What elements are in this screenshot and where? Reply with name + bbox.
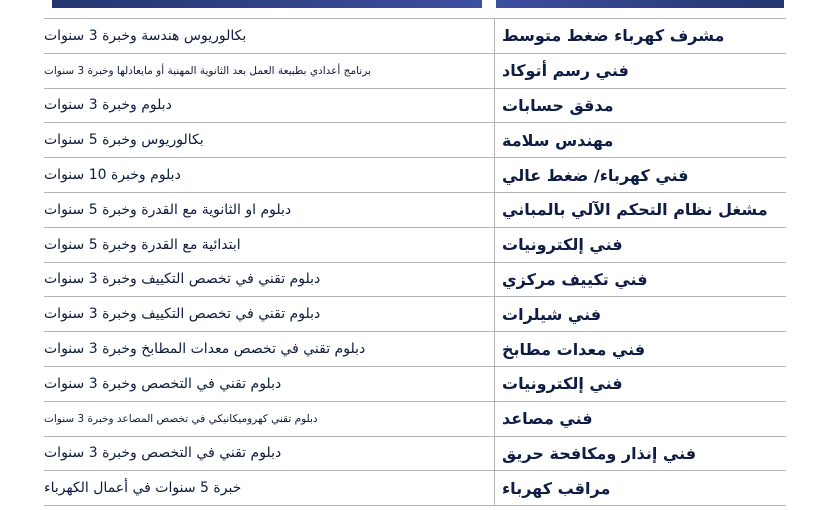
column-divider <box>494 471 495 505</box>
table-row <box>44 89 786 124</box>
job-title-cell: مدقق حسابات <box>502 95 614 115</box>
job-title-cell: فني إلكترونيات <box>502 374 623 394</box>
table-row <box>44 367 786 402</box>
job-title-cell: فني تكييف مركزي <box>502 269 648 289</box>
requirement-cell: دبلوم تقني في التخصص وخبرة 3 سنوات <box>44 445 282 462</box>
requirement-cell: دبلوم وخبرة 3 سنوات <box>44 97 172 114</box>
job-title-cell: فني معدات مطابخ <box>502 339 646 359</box>
column-divider <box>494 123 495 157</box>
table-row <box>44 471 786 506</box>
job-title-cell: مهندس سلامة <box>502 130 614 150</box>
table-row <box>44 158 786 193</box>
table-row <box>44 263 786 298</box>
job-title-cell: مشرف كهرباء ضغط متوسط <box>502 26 725 46</box>
header-bar-left <box>52 0 482 8</box>
column-divider <box>494 193 495 227</box>
requirement-cell: دبلوم تقني كهروميكانيكي في تخصص المصاعد وخبرة 3 سنوات <box>44 412 318 425</box>
table-row <box>44 123 786 158</box>
job-title-cell: فني إلكترونيات <box>502 235 623 255</box>
column-divider <box>494 437 495 471</box>
column-divider <box>494 19 495 53</box>
requirement-cell: دبلوم تقني في تخصص التكييف وخبرة 3 سنوات <box>44 271 321 288</box>
jobs-table <box>44 18 786 506</box>
table-row <box>44 297 786 332</box>
table-row <box>44 193 786 228</box>
job-title-cell: فني شيلرات <box>502 304 602 324</box>
requirement-cell: دبلوم وخبرة 10 سنوات <box>44 167 181 184</box>
job-title-cell: فني مصاعد <box>502 409 593 429</box>
column-divider <box>494 402 495 436</box>
requirement-cell: برنامج أعدادي بطبيعة العمل بعد الثانوية المهنية أو مايعادلها وخبرة 3 سنوات <box>44 64 371 77</box>
column-divider <box>494 297 495 331</box>
job-title-cell: فني إنذار ومكافحة حريق <box>502 443 697 463</box>
header-bar-right <box>496 0 784 8</box>
job-title-cell: فني رسم أتوكاد <box>502 61 629 81</box>
requirement-cell: دبلوم او الثانوية مع القدرة وخبرة 5 سنوات <box>44 201 292 218</box>
column-divider <box>494 158 495 192</box>
requirement-cell: دبلوم تقني في تخصص التكييف وخبرة 3 سنوات <box>44 306 321 323</box>
table-row <box>44 332 786 367</box>
column-divider <box>494 332 495 366</box>
table-row <box>44 228 786 263</box>
requirement-cell: خبرة 5 سنوات في أعمال الكهرباء <box>44 480 242 497</box>
requirement-cell: ابتدائية مع القدرة وخبرة 5 سنوات <box>44 236 241 253</box>
column-divider <box>494 89 495 123</box>
table-row <box>44 19 786 54</box>
column-divider <box>494 54 495 88</box>
table-row <box>44 54 786 89</box>
job-title-cell: مراقب كهرباء <box>502 478 611 498</box>
requirement-cell: بكالوريوس هندسة وخبرة 3 سنوات <box>44 27 247 44</box>
requirement-cell: دبلوم تقني في تخصص معدات المطابخ وخبرة 3 سنوات <box>44 341 366 358</box>
job-title-cell: فني كهرباء/ ضغط عالي <box>502 165 689 185</box>
column-divider <box>494 367 495 401</box>
column-divider <box>494 263 495 297</box>
column-divider <box>494 228 495 262</box>
job-title-cell: مشغل نظام التحكم الآلي بالمباني <box>502 200 768 220</box>
requirement-cell: بكالوريوس وخبرة 5 سنوات <box>44 132 204 149</box>
requirement-cell: دبلوم تقني في التخصص وخبرة 3 سنوات <box>44 375 282 392</box>
table-row <box>44 402 786 437</box>
table-row <box>44 437 786 472</box>
